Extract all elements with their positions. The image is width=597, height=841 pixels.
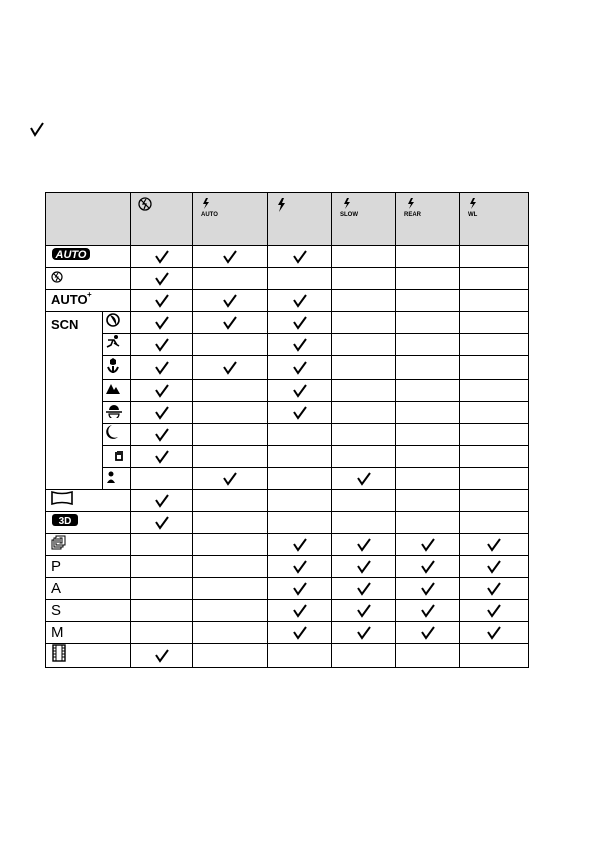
flash-caption: WL: [468, 212, 478, 217]
table-row: [46, 556, 529, 578]
checkmark-icon: [154, 316, 170, 330]
cell-autoflash: [193, 356, 268, 380]
checkmark-icon: [222, 472, 238, 486]
scene-mode-cell: [103, 468, 131, 490]
intelligent-auto-icon: [51, 247, 130, 266]
cell-slow-sync: [332, 380, 396, 402]
cell-autoflash: [193, 268, 268, 290]
cell-wireless: [460, 424, 529, 446]
cell-slow-sync: [332, 468, 396, 490]
cell-fill-flash: [268, 268, 332, 290]
cell-slow-sync: [332, 644, 396, 668]
cell-wireless: [460, 268, 529, 290]
cell-wireless: [460, 246, 529, 268]
night-scene-icon: [105, 424, 130, 445]
header-fill-flash: [268, 193, 332, 246]
cell-autoflash: [193, 334, 268, 356]
cell-flash-off: [131, 402, 193, 424]
cell-flash-off: [131, 380, 193, 402]
flash-rear-icon: [403, 197, 427, 217]
cell-autoflash: [193, 644, 268, 668]
checkmark-icon: [420, 538, 436, 552]
flash-fill-icon: [275, 197, 287, 213]
cell-autoflash: [193, 424, 268, 446]
checkmark-icon: [154, 361, 170, 375]
table-row: [46, 534, 529, 556]
movie-icon: [51, 644, 130, 667]
cell-rear-sync: [396, 556, 460, 578]
cell-rear-sync: [396, 268, 460, 290]
checkmark-icon: [292, 538, 308, 552]
cell-slow-sync: [332, 246, 396, 268]
scn-label-text: SCN: [51, 317, 79, 332]
checkmark-icon: [420, 604, 436, 618]
mode-label-cell: [46, 600, 131, 622]
cell-slow-sync: [332, 446, 396, 468]
cell-fill-flash: [268, 556, 332, 578]
scene-mode-cell: [103, 334, 131, 356]
checkmark-icon: [154, 294, 170, 308]
landscape-icon: [105, 381, 130, 400]
cell-rear-sync: [396, 402, 460, 424]
cell-fill-flash: [268, 534, 332, 556]
cell-flash-off: [131, 268, 193, 290]
cell-flash-off: [131, 600, 193, 622]
cell-wireless: [460, 622, 529, 644]
scn-group-label: [46, 312, 103, 490]
cell-flash-off: [131, 512, 193, 534]
cell-rear-sync: [396, 312, 460, 334]
cell-flash-off: [131, 446, 193, 468]
cell-flash-off: [131, 578, 193, 600]
cell-slow-sync: [332, 556, 396, 578]
cell-wireless: [460, 334, 529, 356]
checkmark-icon: [292, 560, 308, 574]
cell-autoflash: [193, 600, 268, 622]
cell-autoflash: [193, 556, 268, 578]
cell-flash-off: [131, 356, 193, 380]
checkmark-icon: [292, 604, 308, 618]
checkmark-icon: [420, 560, 436, 574]
mode-label-text: A: [51, 579, 62, 597]
table-row: [46, 356, 529, 380]
cell-fill-flash: [268, 622, 332, 644]
header-slow-sync: [332, 193, 396, 246]
mode-label-cell: [46, 268, 131, 290]
scene-mode-cell: [103, 380, 131, 402]
cell-rear-sync: [396, 468, 460, 490]
table-row: [46, 622, 529, 644]
checkmark-icon: [486, 604, 502, 618]
handheld-twilight-icon: [105, 446, 130, 467]
legend-checkmark-icon: [29, 121, 45, 137]
cell-rear-sync: [396, 246, 460, 268]
table-row: [46, 268, 529, 290]
cell-slow-sync: [332, 622, 396, 644]
cell-flash-off: [131, 290, 193, 312]
cell-wireless: [460, 490, 529, 512]
flash-wireless-icon: [467, 197, 487, 217]
cell-slow-sync: [332, 268, 396, 290]
cell-autoflash: [193, 534, 268, 556]
cell-wireless: [460, 468, 529, 490]
mode-label-text: P: [51, 557, 62, 575]
checkmark-icon: [222, 361, 238, 375]
cell-autoflash: [193, 312, 268, 334]
mode-label-text: AUTO: [55, 249, 87, 261]
cell-wireless: [460, 578, 529, 600]
checkmark-icon: [356, 582, 372, 596]
checkmark-icon: [292, 384, 308, 398]
sports-action-icon: [105, 334, 130, 355]
scene-mode-cell: [103, 446, 131, 468]
checkmark-icon: [222, 294, 238, 308]
cell-flash-off: [131, 334, 193, 356]
checkmark-icon: [154, 649, 170, 663]
checkmark-icon: [292, 294, 308, 308]
cell-fill-flash: [268, 446, 332, 468]
checkmark-icon: [420, 626, 436, 640]
cell-autoflash: [193, 490, 268, 512]
cell-wireless: [460, 446, 529, 468]
cell-wireless: [460, 312, 529, 334]
cell-autoflash: [193, 622, 268, 644]
checkmark-icon: [154, 338, 170, 352]
continuous-priority-ae-icon: [51, 534, 130, 555]
header-row: [46, 193, 529, 246]
mode-label-cell: [46, 534, 131, 556]
cell-rear-sync: [396, 424, 460, 446]
cell-rear-sync: [396, 600, 460, 622]
checkmark-icon: [356, 626, 372, 640]
mode-label-cell: [46, 290, 131, 312]
cell-autoflash: [193, 380, 268, 402]
cell-rear-sync: [396, 490, 460, 512]
checkmark-icon: [292, 361, 308, 375]
mode-label-cell: [46, 490, 131, 512]
table-row: [46, 512, 529, 534]
cell-rear-sync: [396, 446, 460, 468]
table-row: [46, 578, 529, 600]
table-row: [46, 490, 529, 512]
cell-wireless: [460, 512, 529, 534]
mode-label-sup: +: [87, 290, 92, 299]
checkmark-icon: [292, 250, 308, 264]
table-row: [46, 600, 529, 622]
table-row: [46, 402, 529, 424]
mode-label-text: M: [51, 623, 64, 641]
table-row: [46, 468, 529, 490]
checkmark-icon: [292, 338, 308, 352]
cell-fill-flash: [268, 290, 332, 312]
cell-rear-sync: [396, 290, 460, 312]
sweep-panorama-icon: [51, 491, 130, 510]
cell-wireless: [460, 644, 529, 668]
cell-rear-sync: [396, 644, 460, 668]
checkmark-icon: [154, 516, 170, 530]
table-row: [46, 424, 529, 446]
checkmark-icon: [154, 428, 170, 442]
cell-wireless: [460, 290, 529, 312]
table-row: [46, 312, 529, 334]
cell-autoflash: [193, 446, 268, 468]
cell-slow-sync: [332, 534, 396, 556]
cell-autoflash: [193, 512, 268, 534]
portrait-icon: [105, 312, 130, 333]
cell-fill-flash: [268, 356, 332, 380]
checkmark-icon: [222, 250, 238, 264]
cell-slow-sync: [332, 312, 396, 334]
cell-wireless: [460, 600, 529, 622]
scene-mode-cell: [103, 402, 131, 424]
table-row: [46, 380, 529, 402]
checkmark-icon: [486, 538, 502, 552]
checkmark-icon: [154, 384, 170, 398]
cell-flash-off: [131, 246, 193, 268]
cell-slow-sync: [332, 402, 396, 424]
cell-fill-flash: [268, 334, 332, 356]
header-wireless: [460, 193, 529, 246]
cell-autoflash: [193, 578, 268, 600]
header-mode-corner: [46, 193, 131, 246]
3d-sweep-panorama-icon: [51, 513, 130, 532]
flash-caption: AUTO: [201, 212, 218, 217]
mode-label-cell: [46, 556, 131, 578]
table-row: [46, 246, 529, 268]
scene-mode-cell: [103, 424, 131, 446]
cell-rear-sync: [396, 356, 460, 380]
cell-flash-off: [131, 644, 193, 668]
cell-slow-sync: [332, 490, 396, 512]
cell-flash-off: [131, 490, 193, 512]
checkmark-icon: [154, 450, 170, 464]
cell-fill-flash: [268, 468, 332, 490]
flash-off-icon: [138, 197, 152, 211]
cell-wireless: [460, 556, 529, 578]
mode-label-text: AUTO: [51, 292, 88, 306]
checkmark-icon: [486, 626, 502, 640]
mode-label-cell: [46, 644, 131, 668]
cell-autoflash: [193, 468, 268, 490]
cell-autoflash: [193, 290, 268, 312]
flash-auto-icon: [200, 197, 224, 217]
cell-wireless: [460, 534, 529, 556]
mode-label-cell: [46, 246, 131, 268]
cell-slow-sync: [332, 578, 396, 600]
cell-flash-off: [131, 622, 193, 644]
cell-fill-flash: [268, 312, 332, 334]
cell-wireless: [460, 402, 529, 424]
sunset-icon: [105, 402, 130, 423]
checkmark-icon: [356, 560, 372, 574]
cell-fill-flash: [268, 424, 332, 446]
mode-label-text: S: [51, 601, 62, 619]
cell-flash-off: [131, 312, 193, 334]
scene-mode-cell: [103, 356, 131, 380]
checkmark-icon: [222, 316, 238, 330]
checkmark-icon: [356, 472, 372, 486]
table-row: [46, 446, 529, 468]
checkmark-icon: [292, 316, 308, 330]
checkmark-icon: [356, 538, 372, 552]
cell-fill-flash: [268, 246, 332, 268]
mode-label-cell: [46, 578, 131, 600]
flash-off-mode-icon: [51, 270, 130, 288]
table-row: [46, 290, 529, 312]
checkmark-icon: [154, 406, 170, 420]
cell-rear-sync: [396, 578, 460, 600]
cell-slow-sync: [332, 356, 396, 380]
cell-fill-flash: [268, 512, 332, 534]
mode-label-cell: [46, 622, 131, 644]
scene-mode-cell: [103, 312, 131, 334]
checkmark-icon: [292, 582, 308, 596]
cell-fill-flash: [268, 490, 332, 512]
mode-label-cell: [46, 512, 131, 534]
checkmark-icon: [154, 250, 170, 264]
cell-flash-off: [131, 534, 193, 556]
header-flash-off: [131, 193, 193, 246]
mode-label-text: 3D: [58, 516, 72, 527]
flash-mode-table: [45, 192, 529, 668]
macro-icon: [105, 356, 130, 379]
header-autoflash: [193, 193, 268, 246]
cell-autoflash: [193, 402, 268, 424]
cell-wireless: [460, 380, 529, 402]
cell-fill-flash: [268, 578, 332, 600]
checkmark-icon: [486, 582, 502, 596]
flash-caption: SLOW: [340, 212, 358, 217]
checkmark-icon: [486, 560, 502, 574]
cell-wireless: [460, 356, 529, 380]
night-portrait-icon: [105, 468, 130, 489]
cell-slow-sync: [332, 290, 396, 312]
checkmark-icon: [292, 406, 308, 420]
superior-auto-icon: [51, 290, 130, 311]
cell-fill-flash: [268, 380, 332, 402]
flash-caption: REAR: [404, 212, 422, 217]
table-row: [46, 644, 529, 668]
cell-fill-flash: [268, 644, 332, 668]
checkmark-icon: [356, 604, 372, 618]
cell-rear-sync: [396, 622, 460, 644]
flash-slow-icon: [339, 197, 363, 217]
cell-slow-sync: [332, 512, 396, 534]
table-body: [46, 246, 529, 668]
cell-fill-flash: [268, 600, 332, 622]
cell-rear-sync: [396, 534, 460, 556]
cell-flash-off: [131, 468, 193, 490]
cell-rear-sync: [396, 334, 460, 356]
cell-fill-flash: [268, 402, 332, 424]
checkmark-icon: [154, 494, 170, 508]
cell-rear-sync: [396, 380, 460, 402]
cell-rear-sync: [396, 512, 460, 534]
cell-autoflash: [193, 246, 268, 268]
checkmark-icon: [292, 626, 308, 640]
cell-slow-sync: [332, 334, 396, 356]
cell-slow-sync: [332, 600, 396, 622]
checkmark-icon: [420, 582, 436, 596]
header-rear-sync: [396, 193, 460, 246]
checkmark-icon: [154, 272, 170, 286]
cell-slow-sync: [332, 424, 396, 446]
cell-flash-off: [131, 424, 193, 446]
cell-flash-off: [131, 556, 193, 578]
table-row: [46, 334, 529, 356]
